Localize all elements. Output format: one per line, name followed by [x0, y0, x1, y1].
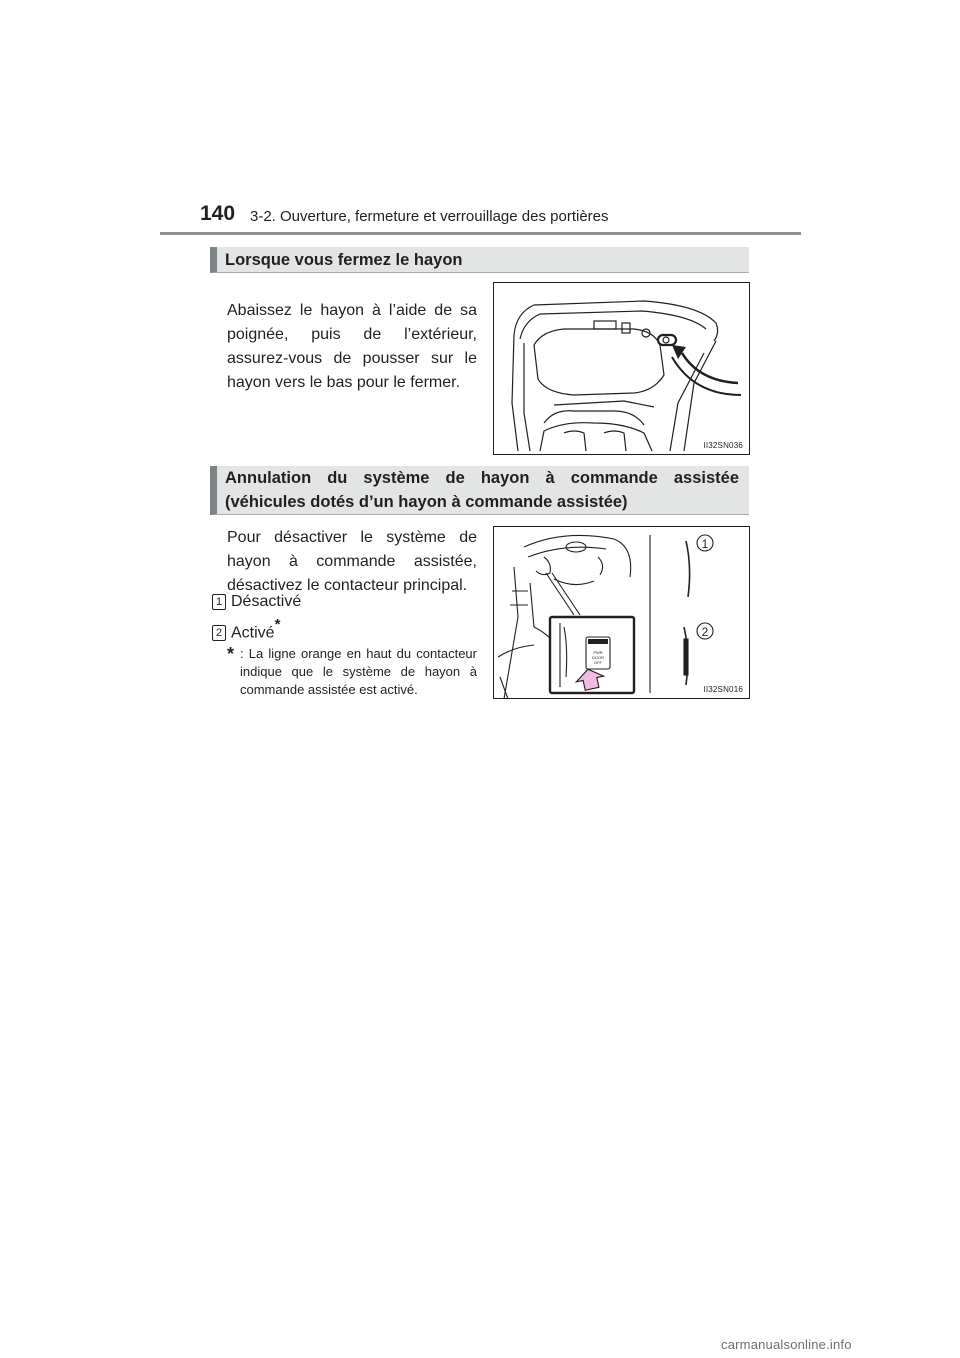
footnote-text: : La ligne orange en haut du contacteur indique que le système de hayon à commande assistée est activé. [240, 646, 477, 697]
figure-code: II32SN016 [703, 685, 743, 694]
switch-illustration [494, 527, 750, 699]
closing-instructions: Abaissez le hayon à l’aide de sa poignée, puis de l’extérieur, assurez-vous de pousser sur le hayon vers le bas pour le fermer. [227, 302, 477, 391]
asterisk-mark: * [274, 616, 281, 633]
switch-figure [493, 526, 750, 699]
page-number: 140 [200, 202, 236, 225]
number-badge: 1 [212, 594, 226, 610]
chapter-title: 3-2. Ouverture, fermeture et verrouillage des portières [250, 208, 609, 225]
callout-1: 1 [701, 537, 709, 551]
list-item-off [212, 592, 301, 612]
callout-2: 2 [701, 625, 709, 639]
section-heading-closing: Lorsque vous fermez le hayon [210, 247, 749, 273]
tailgate-figure [493, 282, 750, 455]
svg-text:OFF: OFF [594, 660, 602, 665]
number-badge: 2 [212, 625, 226, 641]
figure-code: II32SN036 [703, 441, 743, 450]
footnote [227, 645, 477, 699]
svg-text:DOOR: DOOR [592, 655, 604, 660]
switch-label-text: PWR [593, 650, 603, 655]
footnote-asterisk: * [227, 644, 235, 664]
header-rule [160, 232, 801, 235]
watermark: carmanualsonline.info [721, 1337, 852, 1352]
list-item-label: Activé [231, 624, 275, 642]
tailgate-illustration [494, 283, 750, 455]
cancel-instructions: Pour désactiver le système de hayon à commande assistée, désactivez le contacteur principal. [227, 529, 477, 594]
section-heading-cancel: Annulation du système de hayon à commande assistée (véhicules dotés d’un hayon à commande assistée) [210, 466, 749, 515]
list-item-label: Désactivé [231, 593, 302, 610]
list-item-on [212, 617, 280, 643]
